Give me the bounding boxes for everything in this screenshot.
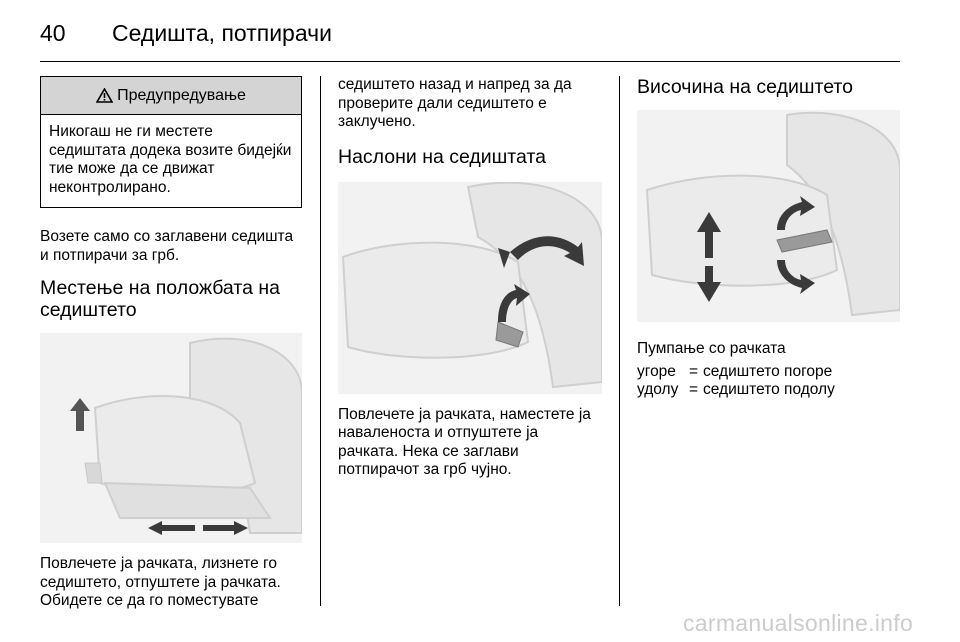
legend-term: угоре (637, 362, 676, 380)
seat-position-illustration (40, 333, 302, 543)
seat-position-caption: Повлечете ја рачката, лизнете го седиштето, отпуштете ја рачката. Обидете се да го поместувате (40, 555, 281, 609)
intro-text: Возете само со заглавени седишта и потпирачи за грб. (40, 228, 294, 264)
seat-height-illustration (637, 110, 900, 322)
legend-desc: седиштето подолу (703, 381, 835, 398)
legend-desc: седиштето погоре (703, 362, 833, 380)
section-heading-seat-position: Местење на положбата на седиштето (40, 277, 280, 321)
column-1 (40, 76, 302, 611)
header-rule (40, 61, 900, 62)
seat-height-caption: Пумпање со рачката (637, 340, 786, 357)
section-heading-seat-height: Височина на седиштето (637, 76, 853, 98)
section-heading-backrest: Наслони на седиштата (338, 145, 546, 168)
legend-term: удолу (637, 381, 679, 398)
watermark: carmanualsonline.info (683, 610, 914, 636)
legend-eq: = (689, 381, 699, 398)
column-divider (619, 76, 620, 606)
continuation-text: седиштето назад и напред за да проверите дали седиштето е заклучено. (338, 76, 572, 130)
column-divider (320, 76, 321, 606)
warning-text: Никогаш не ги местете седиштата додека возите бидејќи тие може да се движат неконтролирано. (49, 123, 292, 196)
legend-eq: = (689, 362, 699, 380)
column-3 (637, 76, 900, 400)
page-title: Седишта, потпирачи (112, 20, 332, 46)
page-header (40, 20, 332, 47)
warning-triangle-icon (96, 88, 113, 103)
backrest-caption: Повлечете ја рачката, наместете ја наваленоста и отпуштете ја рачката. Нека се заглави потпирачот за грб чујно. (338, 405, 591, 478)
backrest-illustration (338, 182, 602, 394)
warning-header (41, 77, 301, 115)
warning-box (40, 76, 302, 208)
seat-height-legend (637, 363, 835, 400)
legend-row (637, 381, 835, 400)
warning-title: Предупредување (117, 86, 246, 104)
column-2 (338, 76, 602, 480)
legend-row (637, 363, 835, 382)
page-number: 40 (40, 20, 66, 46)
